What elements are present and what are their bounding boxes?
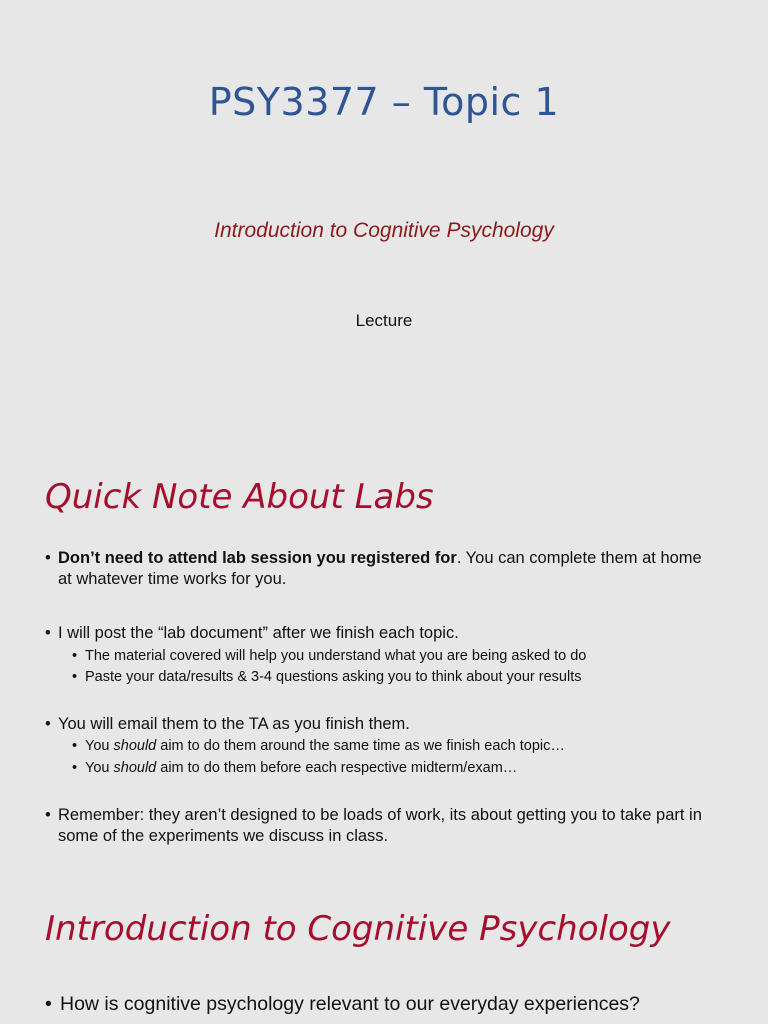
labs-bullet-3-sub-2 bbox=[72, 759, 712, 778]
text-segment: You bbox=[85, 760, 114, 776]
intro-heading: Introduction to Cognitive Psychology bbox=[45, 909, 671, 949]
text-segment: You bbox=[85, 738, 114, 754]
labs-bullet-2-text: I will post the “lab document” after we finish each topic. bbox=[58, 624, 459, 642]
labs-bullet-3-sub-1 bbox=[72, 737, 712, 756]
labs-bullet-4 bbox=[45, 805, 705, 847]
labs-bullet-3-text: You will email them to the TA as you finish them. bbox=[58, 715, 410, 733]
bullet-dot: • bbox=[45, 549, 51, 567]
bullet-dot: • bbox=[45, 715, 51, 733]
text-segment: aim to do them around the same time as we finish each topic… bbox=[156, 738, 565, 754]
bullet-dot: • bbox=[72, 669, 78, 685]
labs-bullet-2-sub-1-text: The material covered will help you understand what you are being asked to do bbox=[85, 648, 587, 664]
bullet-dot: • bbox=[72, 760, 78, 776]
labs-bullet-4-text: Remember: they aren’t designed to be loads of work, its about getting you to take part in some of the experiments we discuss in class. bbox=[58, 806, 702, 845]
labs-bullet-1-rest: . You can complete them at home at whatever time works for you. bbox=[58, 549, 702, 588]
labs-bullet-2-sub-2 bbox=[72, 668, 712, 687]
intro-bullet-1-text: How is cognitive psychology relevant to our everyday experiences? bbox=[60, 993, 640, 1015]
slide-lecture-label: Lecture bbox=[355, 311, 413, 330]
labs-bullet-2-sub-2-text: Paste your data/results & 3-4 questions asking you to think about your results bbox=[85, 669, 582, 685]
intro-bullet-1 bbox=[45, 992, 745, 1016]
bullet-dot: • bbox=[45, 993, 52, 1015]
slide-title: PSY3377 – Topic 1 bbox=[208, 80, 560, 124]
labs-bullet-1 bbox=[45, 548, 705, 590]
labs-bullet-3 bbox=[45, 714, 705, 735]
emphasis-should: should bbox=[113, 738, 157, 754]
labs-heading: Quick Note About Labs bbox=[45, 477, 434, 517]
bullet-dot: • bbox=[72, 648, 78, 664]
text-segment: aim to do them before each respective midterm/exam… bbox=[156, 760, 518, 776]
slide-subtitle: Introduction to Cognitive Psychology bbox=[214, 219, 554, 242]
labs-bullet-2 bbox=[45, 623, 705, 644]
bullet-dot: • bbox=[45, 806, 51, 824]
bullet-dot: • bbox=[45, 624, 51, 642]
emphasis-should: should bbox=[113, 760, 157, 776]
labs-bullet-2-sub-1 bbox=[72, 647, 712, 666]
labs-bullet-1-bold: Don’t need to attend lab session you registered for bbox=[58, 549, 457, 567]
bullet-dot: • bbox=[72, 738, 78, 754]
